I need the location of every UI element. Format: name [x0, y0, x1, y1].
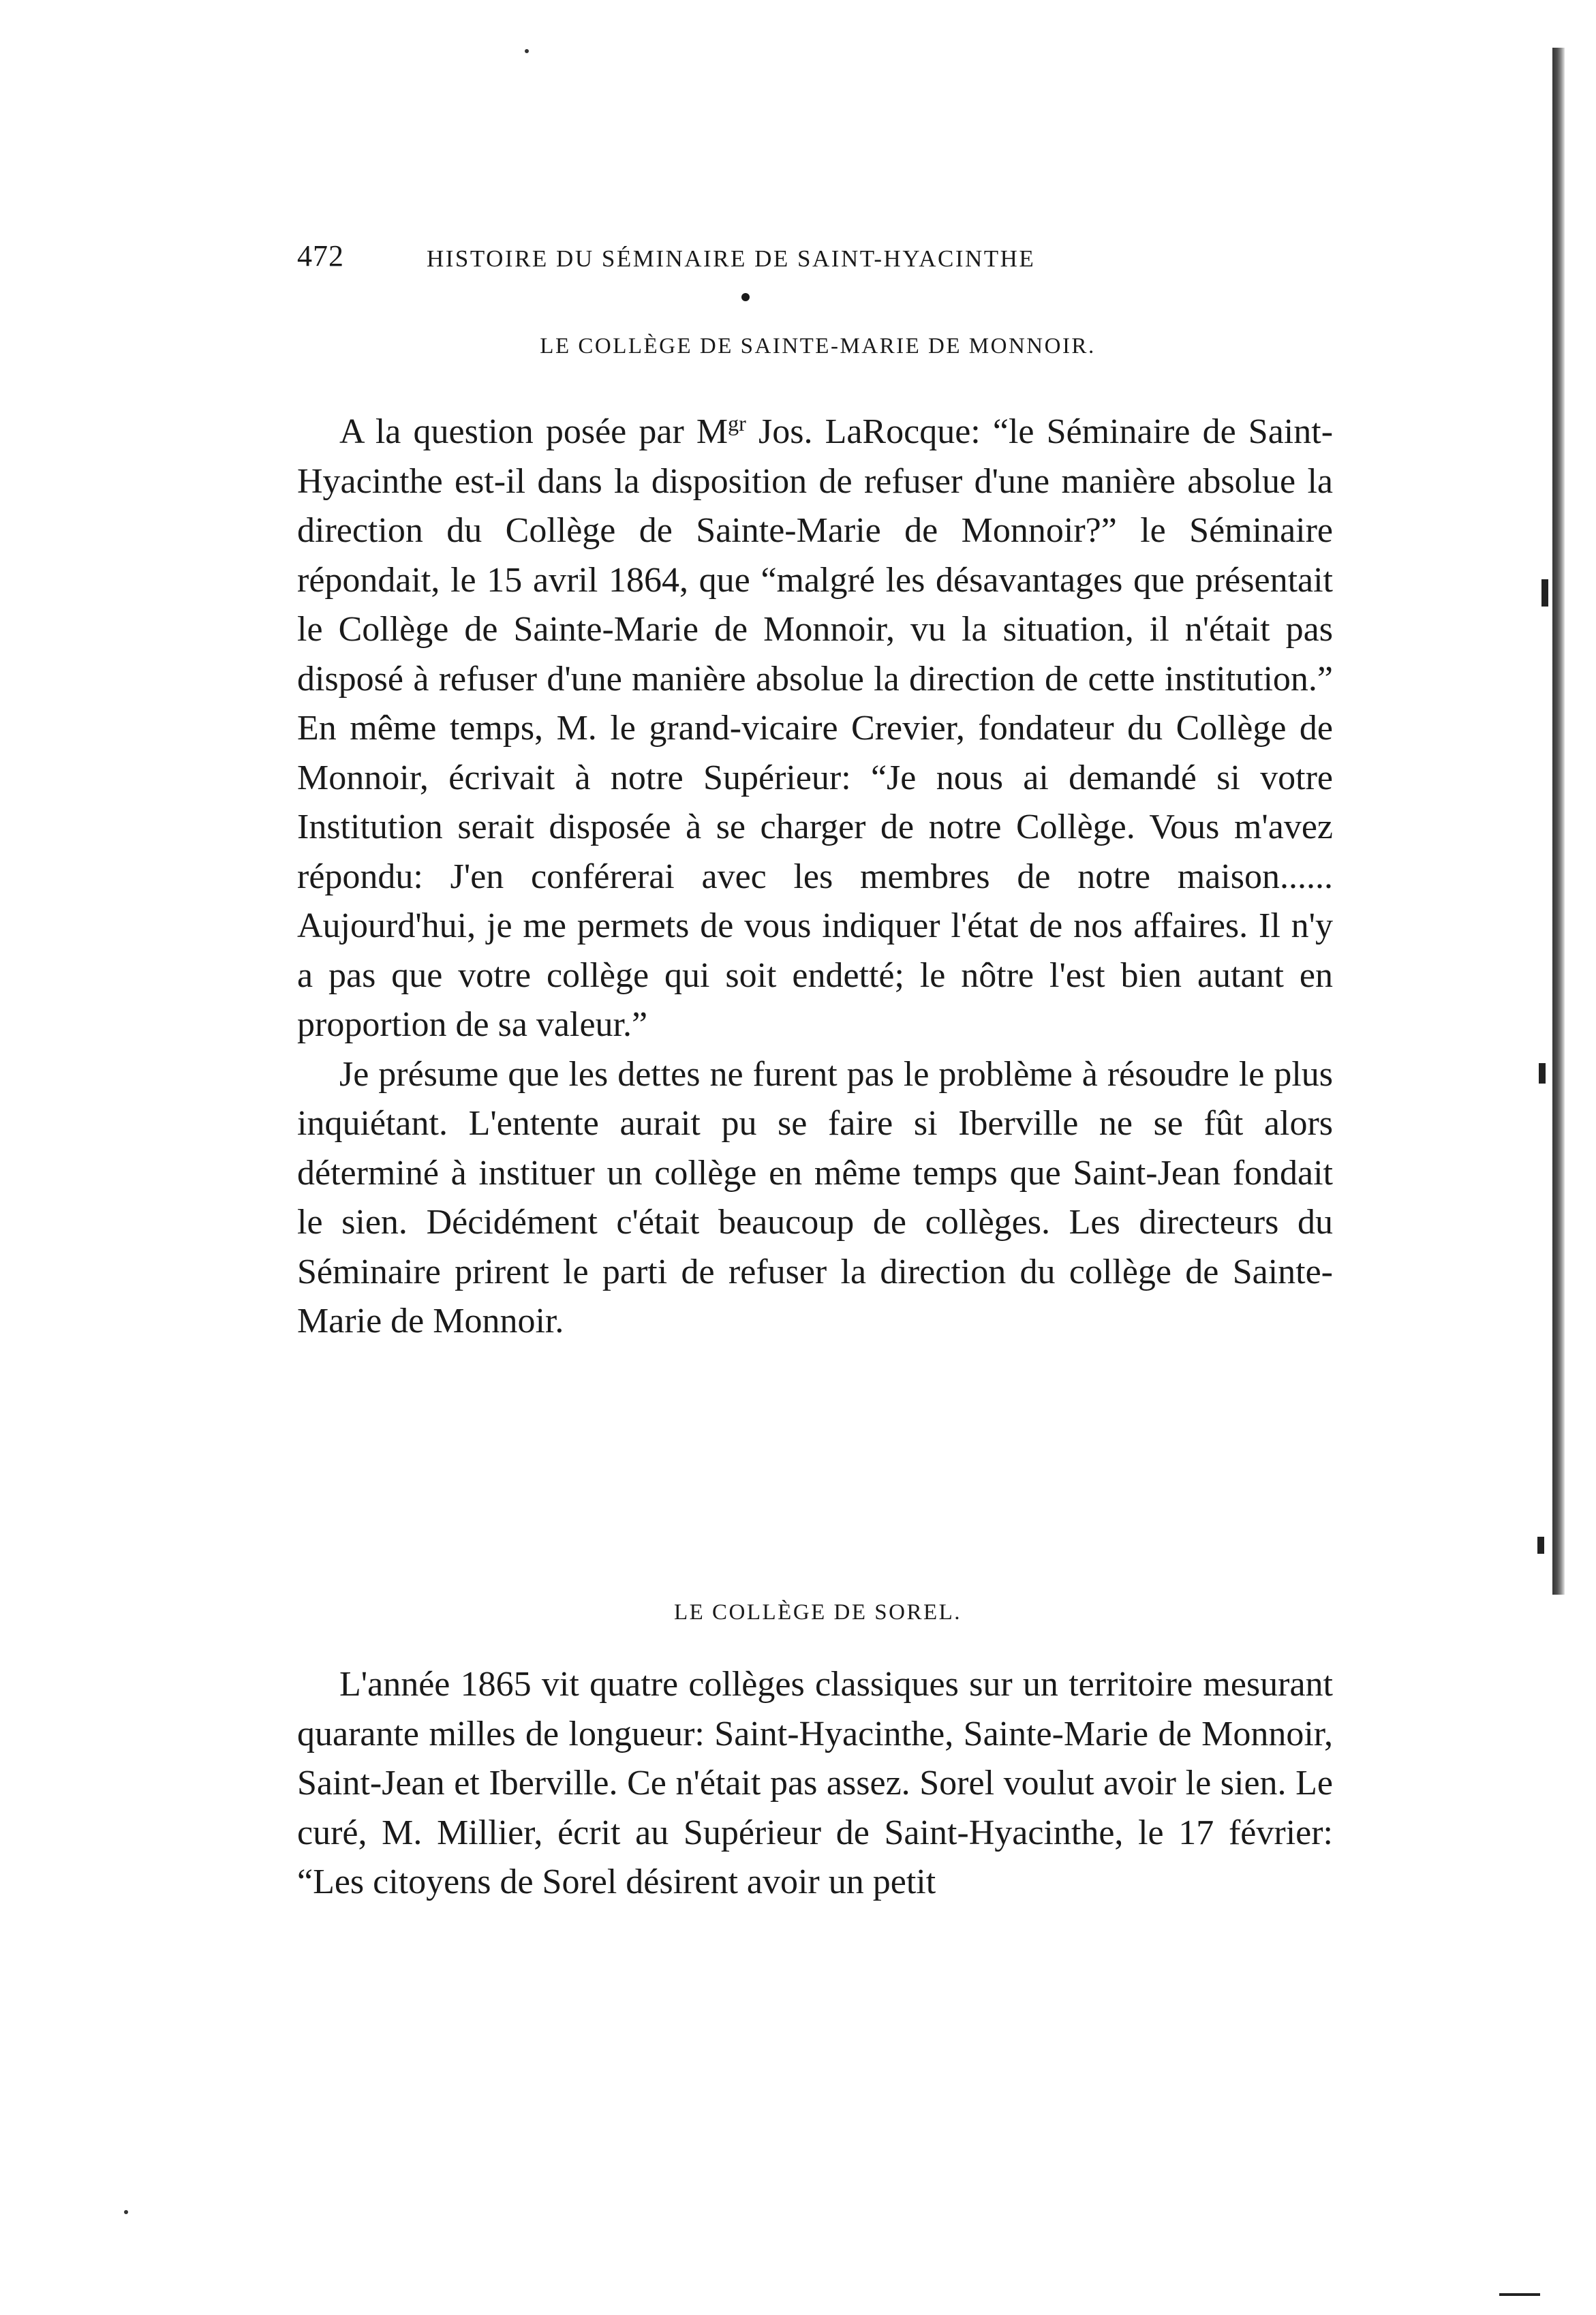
running-title: HISTOIRE DU SÉMINAIRE DE SAINT-HYACINTHE	[427, 245, 1036, 272]
paragraph	[297, 408, 1333, 1050]
scan-edge-shadow	[1552, 48, 1565, 1595]
running-head	[297, 239, 1333, 279]
ornament-dot	[741, 293, 750, 301]
page-number: 472	[297, 239, 344, 273]
scan-edge-mark	[1537, 1537, 1544, 1554]
section-heading-monnoir: LE COLLÈGE DE SAINTE-MARIE DE MONNOIR.	[540, 334, 1096, 358]
scan-speck	[525, 49, 529, 53]
scan-edge-mark	[1539, 1063, 1546, 1084]
paragraph: L'année 1865 vit quatre collèges classiques sur un territoire mesurant quarante milles de longueur: Saint-Hyacinthe, Sainte-Marie de Monnoir, Saint-Jean et Iberville. Ce n'était pas assez. Sorel voulut avoir le sien. Le curé, M. Millier, écrit au Supérieur de Saint-Hyacinthe, le 17 février: “Les citoyens de Sorel désirent avoir un petit	[297, 1665, 1333, 1901]
scan-edge-mark	[1499, 2293, 1540, 2296]
paragraph: Je présume que les dettes ne furent pas le problème à résoudre le plus inquiétant. L'entente aurait pu se faire si Iberville ne se fût alors déterminé à instituer un collège en même temps que Saint-Jean fondait le sien. Décidément c'était beaucoup de collèges. Les directeurs du Séminaire prirent le parti de refuser la direction du collège de Sainte-Marie de Monnoir.	[297, 1054, 1333, 1340]
scan-edge-mark	[1541, 579, 1548, 607]
section-body-sorel	[297, 1660, 1333, 1907]
section-heading-sorel: LE COLLÈGE DE SOREL.	[673, 1600, 962, 1625]
superscript-abbreviation: gr	[728, 411, 746, 435]
paragraph-text: A la question posée par M	[339, 412, 728, 451]
section-body-monnoir	[297, 408, 1333, 1347]
paragraph-text: Jos. LaRocque: “le Séminaire de Saint-Hyacinthe est-il dans la disposition de refuser d'une manière absolue la direction du Collège de Sainte-Marie de Monnoir?” le Séminaire répondait, le 15 avril 1864, que “malgré les désavantages que présentait le Collège de Sainte-Marie de Monnoir, vu la situation, il n'était pas disposé à refuser d'une manière absolue la direction de cette institution.” En même temps, M. le grand-vicaire Crevier, fondateur du Collège de Monnoir, écrivait à notre Supérieur: “Je nous ai demandé si votre Institution serait disposée à se charger de notre Collège. Vous m'avez répondu: J'en conférerai avec les membres de notre maison...... Aujourd'hui, je me permets de vous indiquer l'état de nos affaires. Il n'y a pas que votre collège qui soit endetté; le nôtre l'est bien autant en proportion de sa valeur.”	[297, 412, 1334, 1044]
scan-speck	[124, 2210, 128, 2214]
